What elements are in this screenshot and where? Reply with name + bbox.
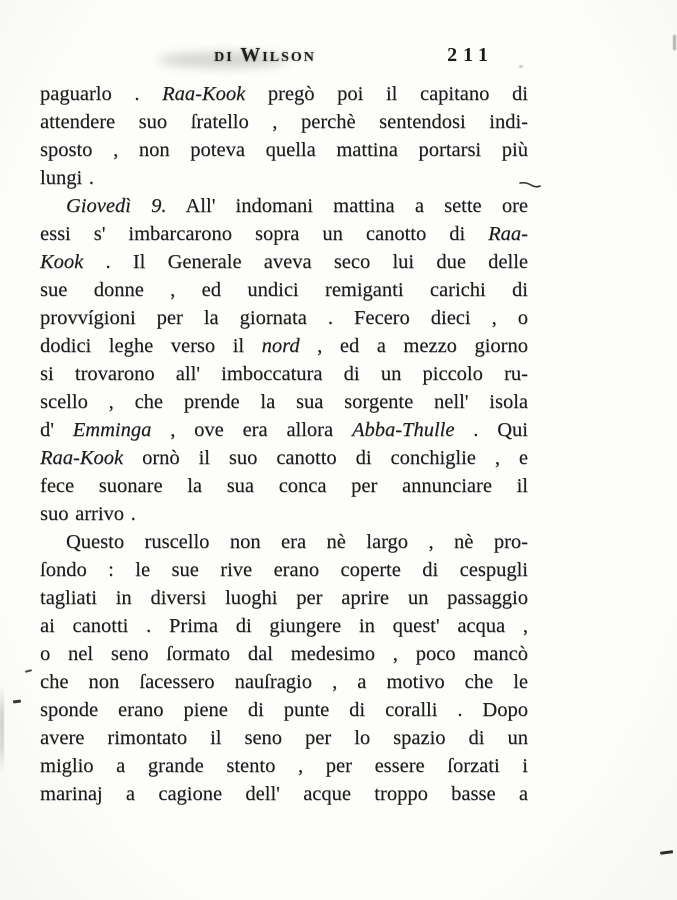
roman-text: scello , che prende la sua sorgente nell' isola: [40, 391, 528, 413]
text-line: [40, 276, 528, 304]
roman-text: avere rimontato il seno per lo spazio di un: [40, 727, 528, 749]
text-line: [40, 612, 528, 640]
page-header: [40, 44, 528, 70]
roman-text: o nel seno ſormato dal medesimo , poco mancò: [40, 643, 528, 665]
roman-text: dodici leghe verso il: [40, 335, 262, 357]
text-line: [40, 248, 528, 276]
roman-text: All' indomani mattina a sette ore: [166, 195, 528, 217]
roman-text: sposto , non poteva quella mattina portarsi più: [40, 139, 528, 161]
roman-text: suo arrivo .: [40, 503, 136, 525]
text-line: [40, 304, 528, 332]
stray-mark-bottom-right: [660, 850, 673, 855]
text-line: [40, 136, 528, 164]
text-line: [40, 528, 528, 556]
italic-text: nord: [261, 335, 300, 357]
text-line: [40, 444, 528, 472]
roman-text: sponde erano piene di punte di coralli . Dopo: [40, 699, 528, 721]
running-title: di Wilson: [214, 44, 316, 66]
italic-text: Raa-Kook: [162, 83, 246, 105]
text-line: [40, 80, 528, 108]
roman-text: miglio a grande stento , per essere ſorzati i: [40, 755, 528, 777]
roman-text: si trovarono all' imboccatura di un piccolo ru-: [40, 363, 528, 385]
text-block: [40, 80, 528, 808]
roman-text: , ove era allora: [151, 419, 352, 441]
text-line: [40, 780, 528, 808]
italic-text: Kook: [40, 251, 84, 273]
text-line: [40, 416, 528, 444]
text-line: [40, 332, 528, 360]
roman-text: . Qui: [454, 419, 528, 441]
italic-text: Raa-: [488, 223, 528, 245]
text-line: [40, 164, 528, 192]
roman-text: attendere suo ſratello , perchè sentendosi indi-: [40, 111, 528, 133]
stray-mark-left-margin: [25, 669, 32, 673]
scan-edge-mark: [673, 35, 676, 50]
roman-text: marinaj a cagione dell' acque troppo basse a: [40, 783, 528, 805]
text-line: [40, 360, 528, 388]
roman-text: . Il Generale aveva seco lui due delle: [83, 251, 528, 273]
text-line: [40, 556, 528, 584]
text-line: [40, 696, 528, 724]
roman-text: paguarlo .: [40, 83, 163, 105]
roman-text: provvígioni per la giornata . Fecero dieci , o: [40, 307, 528, 329]
page-number: 211: [447, 44, 494, 66]
roman-text: ai canotti . Prima di giungere in quest' acqua ,: [40, 615, 528, 637]
roman-text: essi s' imbarcarono sopra un canotto di: [40, 223, 489, 245]
text-line: [40, 752, 528, 780]
roman-text: pregò poi il capitano di: [245, 83, 528, 105]
roman-text: ſondo : le sue rive erano coperte di cespugli: [40, 559, 528, 581]
roman-text: Questo ruscello non era nè largo , nè pro-: [66, 531, 528, 553]
roman-text: d': [40, 419, 73, 441]
text-line: [40, 108, 528, 136]
italic-text: Raa-Kook: [40, 447, 124, 469]
text-line: [40, 472, 528, 500]
text-line: [40, 640, 528, 668]
text-line: [40, 724, 528, 752]
text-line: [40, 500, 528, 528]
roman-text: sue donne , ed undici remiganti carichi di: [40, 279, 528, 301]
roman-text: lungi .: [40, 167, 94, 189]
text-line: [40, 584, 528, 612]
text-line: [40, 668, 528, 696]
roman-text: ornò il suo canotto di conchiglie , e: [123, 447, 528, 469]
text-line: [40, 388, 528, 416]
italic-text: Emminga: [72, 419, 152, 441]
italic-text: Giovedì 9.: [66, 195, 167, 217]
roman-text: che non ſacessero nauſragio , a motivo che le: [40, 671, 528, 693]
text-line: [40, 220, 528, 248]
roman-text: tagliati in diversi luoghi per aprire un passaggio: [40, 587, 528, 609]
roman-text: , ed a mezzo giorno: [299, 335, 528, 357]
roman-text: fece suonare la sua conca per annunciare il: [40, 475, 528, 497]
scan-streak-left-edge: [0, 686, 4, 772]
italic-text: Abba-Thulle: [351, 419, 455, 441]
text-line: [40, 192, 528, 220]
stray-mark-left-margin: [13, 699, 21, 703]
